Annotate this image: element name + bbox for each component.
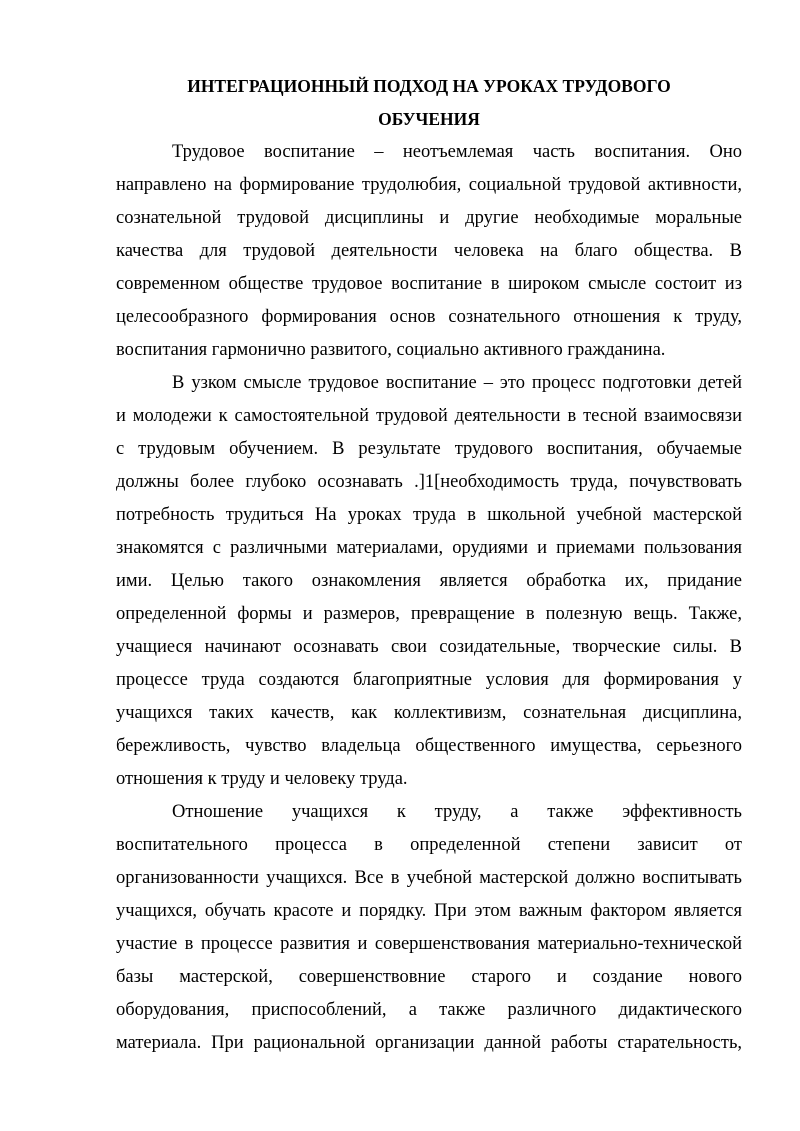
paragraph-2-line: процессе труда создаются благоприятные условия для формирования у: [116, 670, 742, 690]
paragraph-3-line: воспитательного процесса в определенной степени зависит от: [116, 835, 742, 855]
document-title-line-1: ИНТЕГРАЦИОННЫЙ ПОДХОД НА УРОКАХ ТРУДОВОГО: [187, 76, 671, 96]
paragraph-2-line: В узком смысле трудовое воспитание – это процесс подготовки детей: [172, 373, 742, 393]
paragraph-3-line: материала. При рациональной организации данной работы старательность,: [116, 1033, 742, 1053]
paragraph-2-line: определенной формы и размеров, превращение в полезную вещь. Также,: [116, 604, 742, 624]
paragraph-1-line: Трудовое воспитание – неотъемлемая часть воспитания. Оно: [172, 142, 742, 162]
paragraph-3-line: базы мастерской, совершенствовние старого и создание нового: [116, 967, 742, 987]
paragraph-2-line: учащихся таких качеств, как коллективизм, сознательная дисциплина,: [116, 703, 742, 723]
paragraph-1-line: качества для трудовой деятельности человека на благо общества. В: [116, 241, 742, 261]
paragraph-3-line: организованности учащихся. Все в учебной мастерской должно воспитывать: [116, 868, 742, 888]
paragraph-1-line: воспитания гармонично развитого, социально активного гражданина.: [116, 340, 666, 360]
paragraph-3-line: Отношение учащихся к труду, а также эффективность: [172, 802, 742, 822]
document-title-line-2: ОБУЧЕНИЯ: [378, 109, 480, 129]
paragraph-2-line: потребность трудиться На уроках труда в школьной учебной мастерской: [116, 505, 742, 525]
paragraph-3-line: оборудования, приспособлений, а также различного дидактического: [116, 1000, 742, 1020]
paragraph-2-line: с трудовым обучением. В результате трудового воспитания, обучаемые: [116, 439, 742, 459]
paragraph-1-line: направлено на формирование трудолюбия, социальной трудовой активности,: [116, 175, 742, 195]
paragraph-2-line: и молодежи к самостоятельной трудовой деятельности в тесной взаимосвязи: [116, 406, 742, 426]
paragraph-1-line: современном обществе трудовое воспитание в широком смысле состоит из: [116, 274, 742, 294]
paragraph-2-line: отношения к труду и человеку труда.: [116, 769, 408, 789]
paragraph-2-line: должны более глубоко осознавать .]1[необходимость труда, почувствовать: [116, 472, 742, 492]
paragraph-2-line: ими. Целью такого ознакомления является обработка их, придание: [116, 571, 742, 591]
paragraph-3-line: участие в процессе развития и совершенствования материально-технической: [116, 934, 742, 954]
paragraph-2-line: знакомятся с различными материалами, орудиями и приемами пользования: [116, 538, 742, 558]
paragraph-3-line: учащихся, обучать красоте и порядку. При этом важным фактором является: [116, 901, 742, 921]
paragraph-1-line: сознательной трудовой дисциплины и другие необходимые моральные: [116, 208, 742, 228]
paragraph-1-line: целесообразного формирования основ сознательного отношения к труду,: [116, 307, 742, 327]
paragraph-2-line: бережливость, чувство владельца общественного имущества, серьезного: [116, 736, 742, 756]
paragraph-2-line: учащиеся начинают осознавать свои созидательные, творческие силы. В: [116, 637, 742, 657]
